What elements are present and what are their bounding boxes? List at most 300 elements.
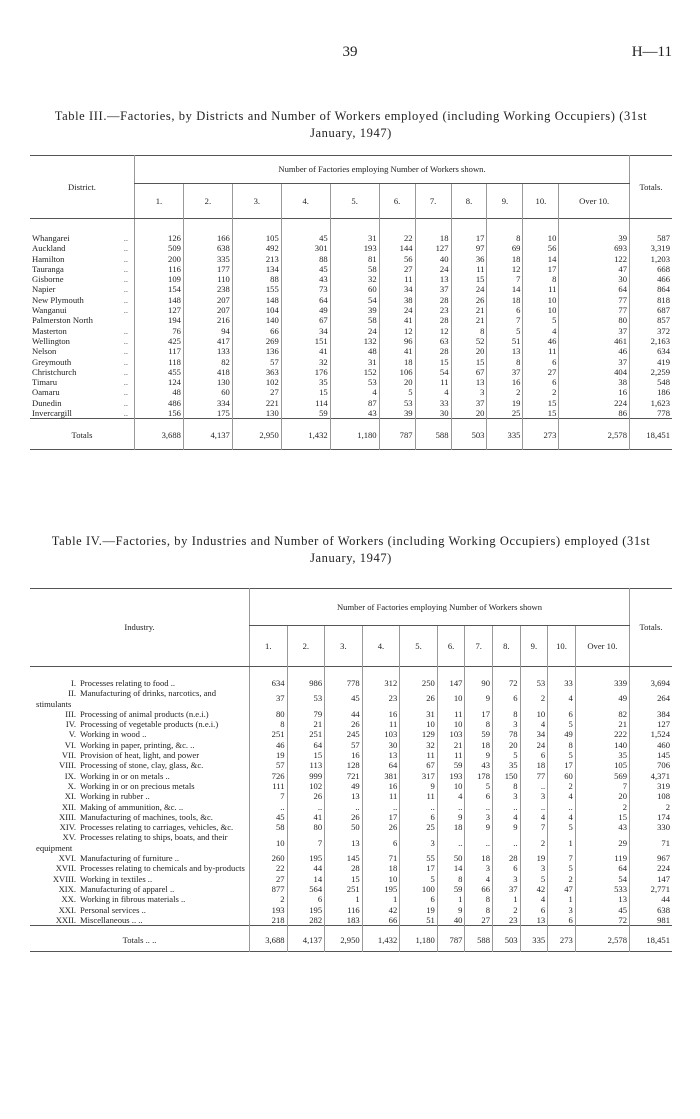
row-total: 864 xyxy=(630,284,673,294)
table-cell: 6 xyxy=(493,688,521,709)
table-cell: 417 xyxy=(183,336,232,346)
totals-cell: 588 xyxy=(465,926,493,952)
table-cell: 53 xyxy=(379,398,415,408)
table-row xyxy=(30,254,672,264)
table-cell: 34 xyxy=(281,326,330,336)
table-cell: 11 xyxy=(437,750,465,760)
table-cell: 117 xyxy=(135,346,184,356)
table-cell: 126 xyxy=(135,219,184,244)
table-cell: 37 xyxy=(559,357,630,367)
column-header: Over 10. xyxy=(559,184,630,219)
table-row xyxy=(30,367,672,377)
table-cell: 5 xyxy=(520,874,548,884)
table-cell: 47 xyxy=(548,884,576,894)
table-cell: 21 xyxy=(451,305,487,315)
table-cell: 28 xyxy=(415,346,451,356)
table-cell: 726 xyxy=(250,771,288,781)
table-cell: 31 xyxy=(330,357,379,367)
table-cell: 26 xyxy=(362,822,400,832)
table-cell: 6 xyxy=(523,377,559,387)
table-cell: 45 xyxy=(281,264,330,274)
totals-cell: 1,432 xyxy=(362,926,400,952)
row-total: 147 xyxy=(630,874,673,884)
table-cell: 17 xyxy=(548,760,576,770)
table-cell: 425 xyxy=(135,336,184,346)
table-cell: 18 xyxy=(415,219,451,244)
totals-cell: 3,688 xyxy=(250,926,288,952)
table-cell: 4 xyxy=(548,688,576,709)
table-cell: 109 xyxy=(135,274,184,284)
table-cell: 73 xyxy=(281,284,330,294)
table-cell: 218 xyxy=(250,915,288,926)
table-row xyxy=(30,740,672,750)
table-cell: 127 xyxy=(415,243,451,253)
table-cell: 13 xyxy=(520,915,548,926)
table-cell: 221 xyxy=(232,398,281,408)
district-name xyxy=(30,254,135,264)
totals-cell: 273 xyxy=(523,419,559,449)
table-cell: 5 xyxy=(493,750,521,760)
table-cell: 36 xyxy=(451,254,487,264)
table-cell: 6 xyxy=(287,894,325,904)
table-cell: 15 xyxy=(451,357,487,367)
table-cell: 8 xyxy=(548,740,576,750)
industry-label: Working in rubber .. xyxy=(80,791,150,802)
table-cell: 46 xyxy=(250,740,288,750)
table-cell: 116 xyxy=(325,905,363,915)
table-cell: 15 xyxy=(281,387,330,397)
table-cell: 35 xyxy=(493,760,521,770)
table-cell: 104 xyxy=(232,305,281,315)
industry-label: Making of ammunition, &c. .. xyxy=(80,801,184,812)
table-cell: 27 xyxy=(379,264,415,274)
column-header: 1. xyxy=(135,184,184,219)
table-cell: 335 xyxy=(183,254,232,264)
table-cell: 1 xyxy=(548,894,576,904)
industry-numeral: VII. xyxy=(61,750,76,761)
industry-numeral: XX. xyxy=(61,894,76,905)
table-cell: 39 xyxy=(559,219,630,244)
table-cell: 39 xyxy=(330,305,379,315)
table-cell: 43 xyxy=(465,760,493,770)
table-row xyxy=(30,874,672,884)
table-cell: 40 xyxy=(415,254,451,264)
column-header: 8. xyxy=(451,184,487,219)
row-total: 668 xyxy=(630,264,673,274)
industry-numeral: XXII. xyxy=(55,914,76,925)
table-cell: 66 xyxy=(465,884,493,894)
row-total: 264 xyxy=(630,688,673,709)
table-cell: 193 xyxy=(330,243,379,253)
industry-numeral: III. xyxy=(65,708,76,719)
industry-numeral: XIII. xyxy=(59,811,76,822)
row-total: 419 xyxy=(630,357,673,367)
report-reference: H—11 xyxy=(631,44,672,60)
table-cell: 2 xyxy=(487,387,523,397)
table-cell: 54 xyxy=(415,367,451,377)
row-total: 857 xyxy=(630,315,673,325)
table-cell: 80 xyxy=(250,709,288,719)
table-cell: 72 xyxy=(575,915,629,926)
district-name xyxy=(30,367,135,377)
table-cell: 14 xyxy=(523,254,559,264)
table-cell: 150 xyxy=(493,771,521,781)
table-cell: 16 xyxy=(559,387,630,397)
row-total: 3,694 xyxy=(630,667,673,689)
table-cell: 13 xyxy=(325,791,363,801)
table-cell: 38 xyxy=(379,295,415,305)
table-cell: 33 xyxy=(415,398,451,408)
district-label: New Plymouth xyxy=(32,294,84,305)
table-cell: 5 xyxy=(548,863,576,873)
table-cell: 46 xyxy=(559,346,630,356)
industry-label: Processes relating to food .. xyxy=(80,678,175,688)
table-cell: 693 xyxy=(559,243,630,253)
industry-label: Provision of heat, light, and power xyxy=(80,750,200,761)
industry-name xyxy=(30,915,250,926)
table-cell: 51 xyxy=(487,336,523,346)
table-cell: 105 xyxy=(575,760,629,770)
table-cell: 124 xyxy=(135,377,184,387)
industry-numeral: XVII. xyxy=(55,863,76,874)
row-total: 587 xyxy=(630,219,673,244)
totals-cell: 3,688 xyxy=(135,419,184,449)
table-cell: 64 xyxy=(559,284,630,294)
industry-numeral: XIV. xyxy=(59,822,76,833)
table-cell: 66 xyxy=(232,326,281,336)
table-cell: 5 xyxy=(400,874,438,884)
table-cell: 5 xyxy=(548,822,576,832)
table-cell: 12 xyxy=(487,264,523,274)
table-cell: 13 xyxy=(487,346,523,356)
table-cell: 44 xyxy=(325,709,363,719)
table-cell: 43 xyxy=(575,822,629,832)
table-cell: 30 xyxy=(415,408,451,419)
industry-name xyxy=(30,688,250,709)
table-cell: 15 xyxy=(523,408,559,419)
table-cell: 260 xyxy=(250,853,288,863)
table-cell: 282 xyxy=(287,915,325,926)
table-cell: 49 xyxy=(281,305,330,315)
table-cell: 18 xyxy=(437,822,465,832)
table-cell: 46 xyxy=(523,336,559,346)
table-cell: 5 xyxy=(465,781,493,791)
table-cell: 9 xyxy=(465,750,493,760)
table-cell: 6 xyxy=(493,863,521,873)
table-cell: 40 xyxy=(437,915,465,926)
table-cell: 5 xyxy=(523,315,559,325)
row-total: 634 xyxy=(630,346,673,356)
table-cell: 49 xyxy=(575,688,629,709)
table-cell: 418 xyxy=(183,367,232,377)
row-total: 778 xyxy=(630,408,673,419)
table-cell: 59 xyxy=(465,729,493,739)
table-cell: 119 xyxy=(575,853,629,863)
table-cell: 9 xyxy=(437,905,465,915)
table-cell: .. xyxy=(493,832,521,853)
table-cell: 130 xyxy=(183,377,232,387)
industry-label: Working in wood .. xyxy=(80,729,147,740)
table-cell: 2 xyxy=(548,874,576,884)
table-cell: 17 xyxy=(400,863,438,873)
table-cell: 140 xyxy=(575,740,629,750)
table-cell: 404 xyxy=(559,367,630,377)
table-cell: 10 xyxy=(520,709,548,719)
table-cell: 193 xyxy=(250,905,288,915)
table-cell: 2 xyxy=(575,802,629,812)
industry-name xyxy=(30,791,250,801)
column-header: 7. xyxy=(465,626,493,667)
industry-name xyxy=(30,802,250,812)
industry-name xyxy=(30,832,250,853)
table-cell: 41 xyxy=(379,346,415,356)
table-cell: 58 xyxy=(250,822,288,832)
table-cell: 27 xyxy=(232,387,281,397)
district-name xyxy=(30,315,135,325)
industry-name xyxy=(30,719,250,729)
table-cell: 2 xyxy=(250,894,288,904)
table-cell: 11 xyxy=(400,791,438,801)
totals-row xyxy=(30,419,672,449)
table-cell: 11 xyxy=(437,709,465,719)
table-cell: 9 xyxy=(465,822,493,832)
table-cell: 2 xyxy=(548,781,576,791)
industry-name xyxy=(30,905,250,915)
table-cell: 87 xyxy=(330,398,379,408)
table-cell: 16 xyxy=(325,750,363,760)
table-cell: 151 xyxy=(281,336,330,346)
table-cell: 59 xyxy=(437,884,465,894)
district-label: Christchurch xyxy=(32,366,77,377)
table-cell: .. xyxy=(437,832,465,853)
table-cell: 15 xyxy=(523,398,559,408)
industry-label: Processing of vegetable products (n.e.i.) xyxy=(80,719,219,730)
table-cell: 37 xyxy=(493,884,521,894)
table-cell: 113 xyxy=(287,760,325,770)
table-cell: 69 xyxy=(487,243,523,253)
table-cell: 38 xyxy=(559,377,630,387)
table-cell: 6 xyxy=(487,305,523,315)
table-cell: 177 xyxy=(183,264,232,274)
table-cell: 6 xyxy=(362,832,400,853)
table-cell: 103 xyxy=(437,729,465,739)
table-row xyxy=(30,729,672,739)
table-cell: 19 xyxy=(487,398,523,408)
industry-name xyxy=(30,729,250,739)
row-total: 224 xyxy=(630,863,673,873)
table-row xyxy=(30,387,672,397)
table-cell: 41 xyxy=(379,315,415,325)
table-cell: 7 xyxy=(487,274,523,284)
table-cell: 26 xyxy=(400,688,438,709)
table-cell: 67 xyxy=(451,367,487,377)
table-cell: 67 xyxy=(400,760,438,770)
column-header: 5. xyxy=(400,626,438,667)
table-cell: 3 xyxy=(451,387,487,397)
industry-label: Miscellaneous .. .. xyxy=(80,914,143,925)
table-cell: 20 xyxy=(575,791,629,801)
table-cell: 14 xyxy=(437,863,465,873)
industry-label: Processing of animal products (n.e.i.) xyxy=(80,708,209,719)
table-cell: 26 xyxy=(451,295,487,305)
table-cell: 3 xyxy=(520,791,548,801)
table-cell: 3 xyxy=(465,863,493,873)
leader-dots: .. xyxy=(123,356,128,367)
industry-name xyxy=(30,740,250,750)
row-total: 1,623 xyxy=(630,398,673,408)
table-cell: .. xyxy=(437,802,465,812)
industry-label: Working in fibrous materials .. xyxy=(80,894,186,905)
table-cell: 6 xyxy=(548,709,576,719)
district-name xyxy=(30,305,135,315)
table-cell: 102 xyxy=(232,377,281,387)
table-cell: .. xyxy=(465,802,493,812)
table-cell: 59 xyxy=(281,408,330,419)
table-cell: 13 xyxy=(415,274,451,284)
table-cell: 4 xyxy=(415,387,451,397)
district-name xyxy=(30,387,135,397)
table-cell: 155 xyxy=(232,284,281,294)
district-label: Whangarei xyxy=(32,233,70,243)
industry-numeral: IX. xyxy=(64,770,76,781)
table-row xyxy=(30,377,672,387)
table-cell: 27 xyxy=(250,874,288,884)
table-cell: 10 xyxy=(523,295,559,305)
column-header: 3. xyxy=(325,626,363,667)
table-cell: 533 xyxy=(575,884,629,894)
table-cell: 569 xyxy=(575,771,629,781)
industry-numeral: XV. xyxy=(62,832,76,843)
table-cell: 58 xyxy=(330,264,379,274)
table-cell: 60 xyxy=(548,771,576,781)
table-cell: 110 xyxy=(183,274,232,284)
table-cell: 877 xyxy=(250,884,288,894)
table-cell: 27 xyxy=(523,367,559,377)
row-total: 706 xyxy=(630,760,673,770)
industry-numeral: II. xyxy=(68,688,76,699)
totals-cell: 503 xyxy=(451,419,487,449)
table-cell: 11 xyxy=(523,346,559,356)
table-cell: 8 xyxy=(523,274,559,284)
table-cell: 4 xyxy=(523,326,559,336)
table-cell: 200 xyxy=(135,254,184,264)
industry-numeral: I. xyxy=(70,678,76,688)
table-cell: 64 xyxy=(362,760,400,770)
totals-cell: 4,137 xyxy=(287,926,325,952)
industry-column-header: Industry. xyxy=(30,589,250,667)
industry-label: Processes relating to ships, boats, and their equipment xyxy=(36,832,228,853)
table-cell: 23 xyxy=(415,305,451,315)
industry-name xyxy=(30,894,250,904)
row-total: 384 xyxy=(630,709,673,719)
leader-dots: .. xyxy=(123,253,128,264)
table-cell: 45 xyxy=(281,219,330,244)
industry-name xyxy=(30,884,250,894)
table-cell: 7 xyxy=(575,781,629,791)
district-label: Oamaru xyxy=(32,387,60,398)
table-cell: 64 xyxy=(287,740,325,750)
table-cell: 251 xyxy=(287,729,325,739)
table-cell: 194 xyxy=(135,315,184,325)
district-label: Palmerston North xyxy=(32,315,93,326)
table-cell: 18 xyxy=(487,254,523,264)
table-cell: 3 xyxy=(548,905,576,915)
industry-name xyxy=(30,771,250,781)
table-row xyxy=(30,315,672,325)
totals-cell: 1,180 xyxy=(330,419,379,449)
leader-dots: .. xyxy=(123,335,128,346)
industry-numeral: VIII. xyxy=(59,760,76,771)
table-cell: 4 xyxy=(548,812,576,822)
table-cell: 28 xyxy=(325,863,363,873)
table-cell: 20 xyxy=(379,377,415,387)
totals-cell: 4,137 xyxy=(183,419,232,449)
column-header: 2. xyxy=(183,184,232,219)
table-cell: 17 xyxy=(362,812,400,822)
table-row xyxy=(30,667,672,689)
table-cell: 10 xyxy=(250,832,288,853)
table-cell: 175 xyxy=(183,408,232,419)
row-total: 145 xyxy=(630,750,673,760)
row-total: 687 xyxy=(630,305,673,315)
table-cell: 18 xyxy=(487,295,523,305)
table-row xyxy=(30,408,672,419)
industry-label: Processes relating to carriages, vehicles, &c. xyxy=(80,822,234,833)
table4-factories-by-industry xyxy=(30,588,672,952)
totals-cell: 335 xyxy=(487,419,523,449)
table-cell: 122 xyxy=(559,254,630,264)
table-cell: 129 xyxy=(400,729,438,739)
table-cell: 193 xyxy=(437,771,465,781)
table-row xyxy=(30,894,672,904)
table-cell: 28 xyxy=(415,315,451,325)
table-cell: 18 xyxy=(465,740,493,750)
table-cell: 312 xyxy=(362,667,400,689)
table-cell: 245 xyxy=(325,729,363,739)
industry-numeral: XI. xyxy=(64,791,76,802)
table-cell: 3 xyxy=(493,874,521,884)
column-header: 6. xyxy=(437,626,465,667)
table-cell: 21 xyxy=(451,315,487,325)
table-cell: 31 xyxy=(400,709,438,719)
district-name xyxy=(30,377,135,387)
table-cell: 103 xyxy=(362,729,400,739)
column-header: Over 10. xyxy=(575,626,629,667)
table-cell: 238 xyxy=(183,284,232,294)
table-row xyxy=(30,750,672,760)
table-cell: 156 xyxy=(135,408,184,419)
column-header: 4. xyxy=(362,626,400,667)
table-row xyxy=(30,688,672,709)
table-cell: 60 xyxy=(330,284,379,294)
table-cell: 50 xyxy=(437,853,465,863)
table-row xyxy=(30,905,672,915)
table-cell: 147 xyxy=(437,667,465,689)
table-cell: 97 xyxy=(451,243,487,253)
table-cell: 11 xyxy=(362,791,400,801)
table-cell: 50 xyxy=(325,822,363,832)
table-cell: 16 xyxy=(362,781,400,791)
district-name xyxy=(30,357,135,367)
district-name xyxy=(30,243,135,253)
table-cell: 20 xyxy=(451,408,487,419)
industry-name xyxy=(30,667,250,689)
table-cell: 16 xyxy=(487,377,523,387)
table-cell: 82 xyxy=(575,709,629,719)
table-cell: 100 xyxy=(400,884,438,894)
table-cell: 20 xyxy=(493,740,521,750)
table-cell: 3 xyxy=(493,791,521,801)
